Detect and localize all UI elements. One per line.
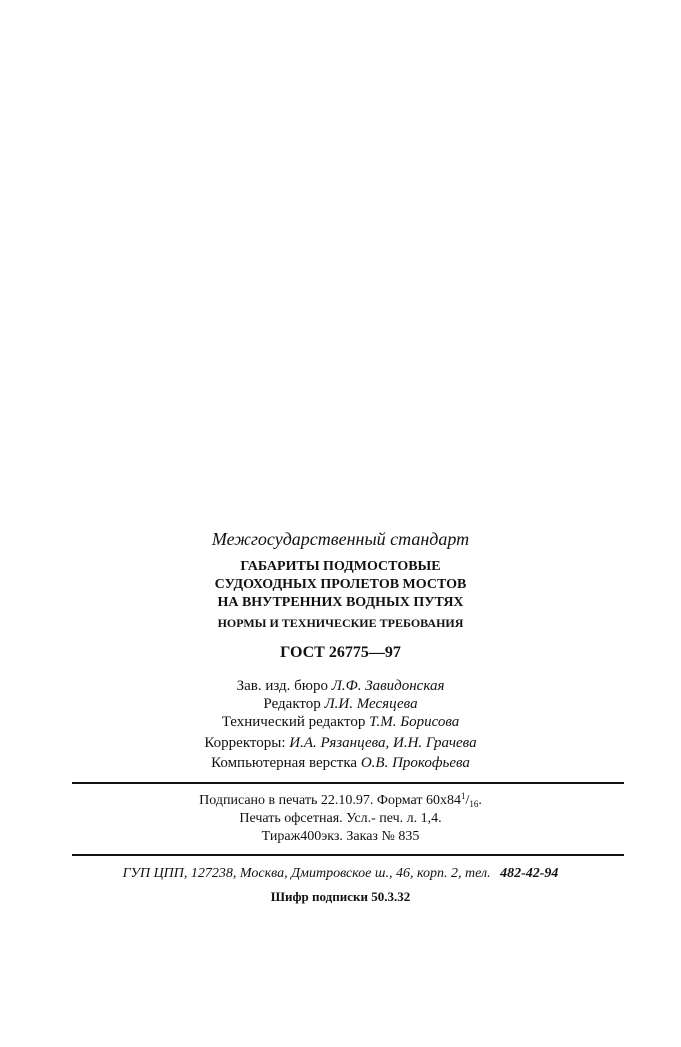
credit-line-technical-editor [0,715,681,730]
credit-person: Т.М. Борисова [369,714,460,730]
imprint-run-line: Тираж400экз. Заказ № 835 [261,829,420,844]
format-subscript: 16 [469,799,479,809]
standard-number: ГОСТ 26775—97 [280,644,401,661]
format-superscript: 1 [460,791,466,801]
divider-bottom [72,854,624,856]
document-title-line-2: СУДОХОДНЫХ ПРОЛЕТОВ МОСТОВ [214,577,467,592]
credit-role: Редактор [263,696,321,712]
credit-person: Л.Ф. Завидонская [331,678,445,694]
credit-person: О.В. Прокофьева [360,755,470,771]
document-subtitle: НОРМЫ И ТЕХНИЧЕСКИЕ ТРЕБОВАНИЯ [217,616,464,630]
credit-role: Компьютерная верстка [211,755,358,771]
imprint-signed-line [0,791,681,809]
publisher-phone: 482-42-94 [500,866,559,881]
document-title-line-3: НА ВНУТРЕННИХ ВОДНЫХ ПУТЯХ [217,595,464,610]
subscription-code: Шифр подписки 50.3.32 [270,889,411,904]
credit-line-layout [0,756,681,771]
credit-person: Л.И. Месяцева [324,696,418,712]
credit-role: Зав. изд. бюро [236,678,328,694]
imprint-signed-text: Подписано в печать 22.10.97. Формат 60х84 [199,793,461,808]
credit-role: Технический редактор [221,714,366,730]
credit-line-editor [0,697,681,712]
credit-line-proofreaders [0,736,681,751]
credit-role: Корректоры: [204,735,286,751]
publisher-address: ГУП ЦПП, 127238, Москва, Дмитровское ш., 46, корп. 2, тел. [122,866,491,881]
document-title-line-1: ГАБАРИТЫ ПОДМОСТОВЫЕ [240,559,441,574]
credit-person: И.А. Рязанцева, И.Н. Грачева [289,735,477,751]
imprint-print-line: Печать офсетная. Усл.- печ. л. 1,4. [239,811,442,826]
format-end: . [478,793,482,808]
credit-line-bureau-head [0,679,681,694]
divider-top [72,782,624,784]
format-separator: / [465,793,470,808]
series-title: Межгосударственный стандарт [211,529,470,549]
publisher-line [0,867,681,881]
